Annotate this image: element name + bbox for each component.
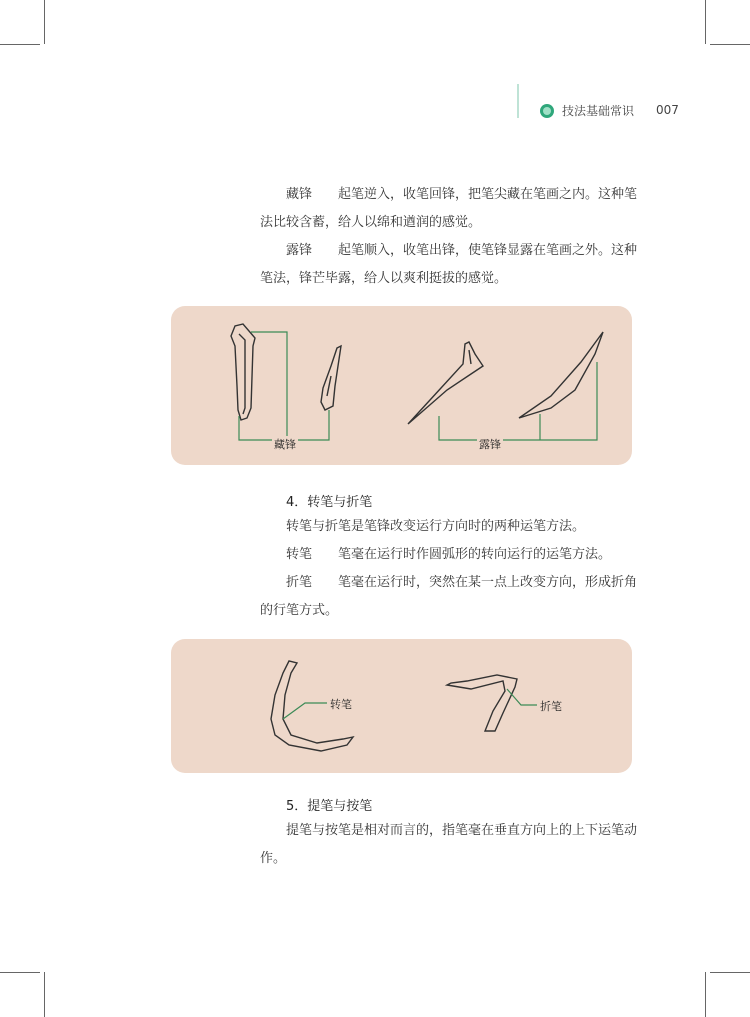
loufeng-stroke-2 xyxy=(519,332,603,418)
crop-mark xyxy=(0,972,40,973)
leader-line-zhebi xyxy=(507,689,537,705)
loufeng-stroke-1 xyxy=(408,342,483,424)
leader-line-loufeng xyxy=(439,362,597,440)
figure-cangfeng-loufeng xyxy=(171,306,632,465)
paragraph-section4-intro: 转笔与折笔是笔锋改变运行方向时的两种运笔方法。 xyxy=(286,519,586,534)
crop-mark xyxy=(44,0,45,44)
definition-loufeng: 起笔顺入，收笔出锋，使笔锋显露在笔画之外。这种笔法，锋芒毕露，给人以爽利挺拔的感觉。 xyxy=(260,243,638,286)
figure-label-zhebi: 折笔 xyxy=(540,700,562,713)
paragraph-section5-intro: 提笔与按笔是相对而言的，指笔毫在垂直方向上的上下运笔动作。 xyxy=(260,823,638,866)
crop-mark xyxy=(0,44,40,45)
definition-cangfeng: 起笔逆入，收笔回锋，把笔尖藏在笔画之内。这种笔法比较含蓄，给人以绵和遒润的感觉。 xyxy=(260,187,638,230)
header-divider xyxy=(517,84,519,118)
running-header-title: 技法基础常识 xyxy=(562,104,635,118)
term-zhuanbi: 转笔 xyxy=(286,547,313,562)
paragraph-zhuanbi xyxy=(260,541,638,569)
term-loufeng: 露锋 xyxy=(286,243,313,258)
cangfeng-stroke-2-inner xyxy=(327,376,331,396)
stroke-illustrations xyxy=(171,306,632,465)
section-heading-4: 4．转笔与折笔 xyxy=(286,495,373,510)
leader-line-cangfeng-top xyxy=(251,332,287,440)
leader-line-zhuanbi xyxy=(283,703,327,719)
paragraph-zhebi xyxy=(260,569,638,625)
crop-mark xyxy=(710,44,750,45)
loufeng-stroke-1-inner xyxy=(469,350,471,364)
crop-mark xyxy=(710,972,750,973)
section-bullet-icon xyxy=(540,104,554,118)
paragraph-cangfeng xyxy=(260,181,638,237)
page-number: 007 xyxy=(656,103,679,117)
definition-zhuanbi: 笔毫在运行时作圆弧形的转向运行的运笔方法。 xyxy=(338,547,612,562)
figure-zhuanbi-zhebi xyxy=(171,639,632,773)
figure-label-zhuanbi: 转笔 xyxy=(330,698,352,711)
term-cangfeng: 藏锋 xyxy=(286,187,313,202)
section-heading-5: 5．提笔与按笔 xyxy=(286,799,373,814)
crop-mark xyxy=(705,972,706,1017)
crop-mark xyxy=(44,972,45,1017)
crop-mark xyxy=(705,0,706,44)
definition-zhebi: 笔毫在运行时，突然在某一点上改变方向，形成折角的行笔方式。 xyxy=(260,575,638,618)
figure-label-cangfeng: 藏锋 xyxy=(274,438,296,451)
paragraph-loufeng xyxy=(260,237,638,293)
stroke-illustrations-2 xyxy=(171,639,632,773)
term-zhebi: 折笔 xyxy=(286,575,313,590)
zhebi-stroke xyxy=(447,675,517,731)
cangfeng-stroke-1-inner xyxy=(239,334,245,414)
figure-label-loufeng: 露锋 xyxy=(479,438,501,451)
